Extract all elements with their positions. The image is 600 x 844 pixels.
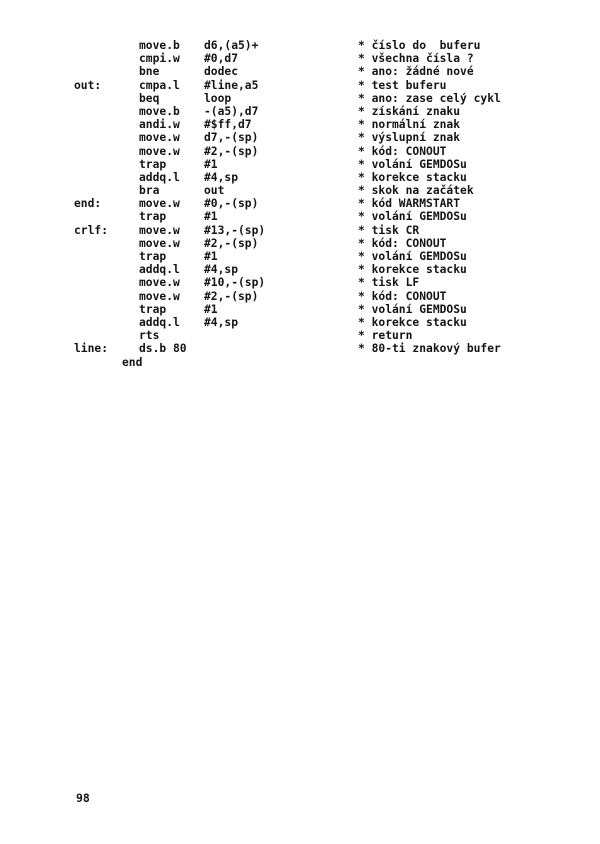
code-instruction: move.w [139,223,180,237]
code-line [74,263,544,276]
code-line [74,184,544,197]
code-line [74,316,544,329]
code-operand: #1 [204,210,218,224]
code-line [74,118,544,131]
code-comment: * korekce stacku [358,170,467,184]
assembly-listing [74,39,544,369]
code-comment: * získání znaku [358,104,461,118]
code-line [74,237,544,250]
code-instruction: move.w [139,236,180,250]
code-comment: * ano: zase celý cykl [358,91,501,105]
code-line [74,105,544,118]
code-line [74,197,544,210]
code-operand: out [204,184,225,198]
code-operand: -(a5),d7 [204,104,259,118]
code-line [74,276,544,289]
code-label: end: [74,197,102,211]
code-line [74,290,544,303]
code-line [74,65,544,78]
code-instruction: rts [139,329,160,343]
code-comment: * volání GEMDOSu [358,210,467,224]
code-operand: #2,-(sp) [204,289,259,303]
code-comment: * výslupní znak [358,131,461,145]
code-instruction: addq.l [139,170,180,184]
code-operand: loop [204,91,232,105]
code-operand: #2,-(sp) [204,144,259,158]
code-operand: #line,a5 [204,78,259,92]
code-comment: * korekce stacku [358,315,467,329]
code-operand: #0,-(sp) [204,197,259,211]
code-line [74,329,544,342]
code-label: out: [74,78,102,92]
code-comment: * skok na začátek [358,184,474,198]
code-line [74,39,544,52]
code-instruction: move.w [139,289,180,303]
code-instruction: trap [139,157,167,171]
code-comment: * všechna čísla ? [358,52,474,66]
code-operand: #10,-(sp) [204,276,266,290]
end-directive: end [122,355,143,369]
code-operand: #1 [204,302,218,316]
code-comment: * volání GEMDOSu [358,302,467,316]
code-operand: d6,(a5)+ [204,39,259,52]
code-line [74,158,544,171]
code-instruction: ds.b 80 [139,342,187,356]
code-comment: * 80-ti znakový bufer [358,342,501,356]
code-instruction: move.w [139,276,180,290]
code-instruction: trap [139,250,167,263]
code-comment: * normální znak [358,118,461,132]
code-instruction: andi.w [139,118,180,132]
page-number: 98 [76,791,90,805]
code-line [74,303,544,316]
code-instruction: cmpi.w [139,52,180,66]
code-comment: * test buferu [358,78,447,92]
code-instruction: move.b [139,104,180,118]
code-line [74,145,544,158]
code-line [74,52,544,65]
code-instruction: move.w [139,144,180,158]
code-comment: * kód: CONOUT [358,144,447,158]
code-line [74,342,544,355]
code-operand: #0,d7 [204,52,239,66]
code-comment: * kód: CONOUT [358,236,447,250]
code-comment: * číslo do buferu [358,39,481,52]
code-line [74,92,544,105]
code-instruction: beq [139,91,160,105]
code-label: crlf: [74,223,109,237]
code-comment: * ano: žádné nové [358,65,474,79]
code-operand: #13,-(sp) [204,223,266,237]
code-operand: #4,sp [204,170,239,184]
code-label: line: [74,342,109,356]
code-comment: * volání GEMDOSu [358,157,467,171]
code-operand: d7,-(sp) [204,131,259,145]
code-line [74,171,544,184]
code-line [74,210,544,223]
code-comment: * kód: CONOUT [358,289,447,303]
code-comment: * tisk LF [358,276,420,290]
code-operand: #$ff,d7 [204,118,252,132]
code-instruction: trap [139,210,167,224]
code-line [74,79,544,92]
code-instruction: move.w [139,131,180,145]
code-operand: #2,-(sp) [204,236,259,250]
code-instruction: addq.l [139,315,180,329]
code-instruction: addq.l [139,263,180,277]
code-operand: #1 [204,157,218,171]
code-instruction: bra [139,184,160,198]
code-comment: * tisk CR [358,223,420,237]
code-instruction: move.b [139,39,180,52]
code-comment: * volání GEMDOSu [358,250,467,263]
code-line [74,224,544,237]
code-line [74,131,544,144]
code-line [74,250,544,263]
code-instruction: move.w [139,197,180,211]
code-comment: * korekce stacku [358,263,467,277]
code-operand: #1 [204,250,218,263]
code-operand: dodec [204,65,239,79]
code-line-end [74,356,544,369]
code-operand: #4,sp [204,315,239,329]
code-instruction: cmpa.l [139,78,180,92]
code-instruction: bne [139,65,160,79]
code-instruction: trap [139,302,167,316]
code-comment: * kód WARMSTART [358,197,461,211]
code-operand: #4,sp [204,263,239,277]
code-comment: * return [358,329,413,343]
